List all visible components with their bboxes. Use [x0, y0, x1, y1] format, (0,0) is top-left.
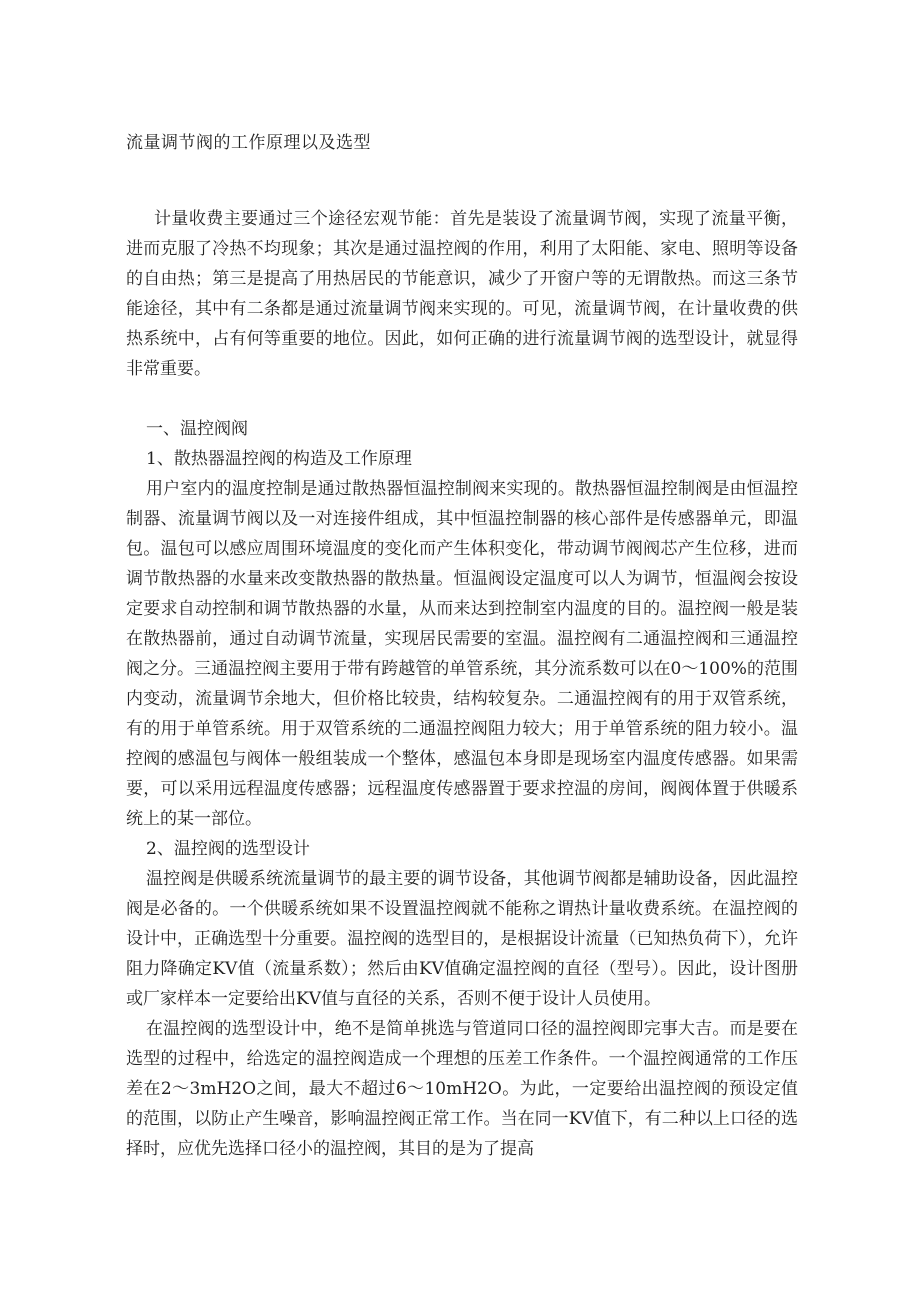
intro-paragraph: 计量收费主要通过三个途径宏观节能：首先是装设了流量调节阀，实现了流量平衡，进而克服了冷热不均现象；其次是通过温控阀的作用，利用了太阳能、家电、照明等设备的自由热；第三是提高了用热居民的节能意识，减少了开窗户等的无谓散热。而这三条节能途径，其中有二条都是通过流量调节阀来实现的。可见，流量调节阀，在计量收费的供热系统中，占有何等重要的地位。因此，如何正确的进行流量调节阀的选型设计，就显得非常重要。 [126, 209, 798, 379]
document-title: 流量调节阀的工作原理以及选型 [126, 133, 371, 153]
subsection-1-paragraph: 用户室内的温度控制是通过散热器恒温控制阀来实现的。散热器恒温控制阀是由恒温控制器、流量调节阀以及一对连接件组成，其中恒温控制器的核心部件是传感器单元，即温包。温包可以感应周围环境温度的变化而产生体积变化，带动调节阀阀芯产生位移，进而调节散热器的水量来改变散热器的散热量。恒温阀设定温度可以人为调节，恒温阀会按设定要求自动控制和调节散热器的水量，从而来达到控制室内温度的目的。温控阀一般是装在散热器前，通过自动调节流量，实现居民需要的室温。温控阀有二通温控阀和三通温控阀之分。三通温控阀主要用于带有跨越管的单管系统，其分流系数可以在0～100%的范围内变动，流量调节余地大，但价格比较贵，结构较复杂。二通温控阀有的用于双管系统，有的用于单管系统。用于双管系统的二通温控阀阻力较大；用于单管系统的阻力较小。温控阀的感温包与阀体一般组装成一个整体，感温包本身即是现场室内温度传感器。如果需要，可以采用远程温度传感器；远程温度传感器置于要求控温的房间，阀阀体置于供暖系统上的某一部位。 [126, 479, 798, 829]
subsection-2-paragraph-2: 在温控阀的选型设计中，绝不是简单挑选与管道同口径的温控阀即完事大吉。而是要在选型的过程中，给选定的温控阀造成一个理想的压差工作条件。一个温控阀通常的工作压差在2～3mH2O之间，最大不超过6～10mH2O。为此，一定要给出温控阀的预设定值的范围，以防止产生噪音，影响温控阀正常工作。当在同一KV值下，有二种以上口径的选择时，应优先选择口径小的温控阀，其目的是为了提高 [126, 1019, 798, 1159]
subsection-2-paragraph-1: 温控阀是供暖系统流量调节的最主要的调节设备，其他调节阀都是辅助设备，因此温控阀是必备的。一个供暖系统如果不设置温控阀就不能称之谓热计量收费系统。在温控阀的设计中，正确选型十分重要。温控阀的选型目的，是根据设计流量（已知热负荷下），允许阻力降确定KV值（流量系数）；然后由KV值确定温控阀的直径（型号）。因此，设计图册或厂家样本一定要给出KV值与直径的关系，否则不便于设计人员使用。 [126, 869, 798, 1009]
document-body [126, 204, 798, 1164]
subsection-heading-2: 2、温控阀的选型设计 [146, 839, 310, 859]
subsection-heading-1: 1、散热器温控阀的构造及工作原理 [146, 449, 412, 469]
section-heading-1: 一、温控阀阀 [146, 419, 248, 439]
